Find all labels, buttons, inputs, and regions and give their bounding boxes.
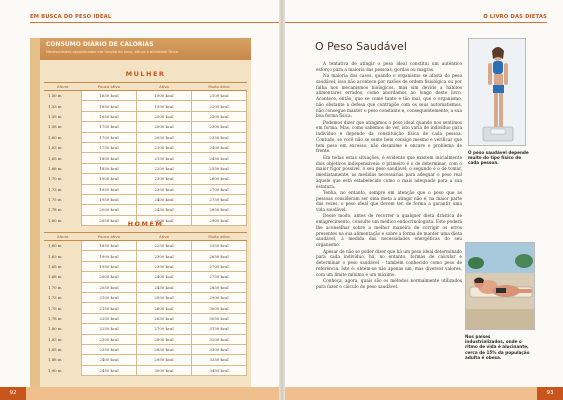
table-row — [44, 205, 247, 215]
calorie-cell: 2250 kcal — [137, 241, 192, 251]
height-cell: 1,65 m — [48, 155, 62, 161]
book-gutter — [279, 0, 285, 400]
height-cell: 1,63 m — [48, 253, 62, 259]
calorie-cell: 2100 kcal — [192, 91, 247, 101]
calorie-cell: 2450 kcal — [137, 205, 192, 215]
calorie-cell: 2850 kcal — [192, 205, 247, 215]
calorie-table-panel — [30, 38, 251, 388]
table-row — [44, 272, 247, 282]
table-row — [44, 324, 247, 334]
height-cell: 1,88 m — [48, 357, 62, 363]
height-cell: 1,70 m — [48, 176, 62, 182]
height-cell: 1,53 m — [48, 103, 62, 109]
height-cell: 1,68 m — [48, 165, 62, 171]
table-row — [44, 344, 247, 354]
height-cell: 1,73 m — [48, 186, 62, 192]
calorie-cell: 2750 kcal — [192, 194, 247, 204]
left-bottom-bar — [0, 387, 281, 400]
table-row — [44, 303, 247, 313]
table-row — [44, 261, 247, 271]
left-header-rule — [30, 22, 281, 23]
calorie-cell: 1950 kcal — [137, 101, 192, 111]
col-active: Ativo — [137, 83, 192, 91]
article-title: O Peso Saudável — [315, 40, 407, 53]
beach-photo — [465, 242, 535, 330]
table-row — [44, 91, 247, 101]
calorie-cell: 2050 kcal — [137, 132, 192, 142]
calorie-cell: 2400 kcal — [192, 142, 247, 152]
calorie-cell: 3000 kcal — [137, 365, 192, 375]
right-bottom-bar — [282, 387, 563, 400]
table-row — [44, 132, 247, 142]
calorie-cell: 1750 kcal — [82, 142, 137, 152]
calorie-cell: 2000 kcal — [82, 205, 137, 215]
height-cell: 1,60 m — [48, 243, 62, 249]
height-cell: 1,85 m — [48, 347, 62, 353]
calorie-cell: 2500 kcal — [137, 215, 192, 225]
calorie-cell: 2450 kcal — [192, 153, 247, 163]
men-table — [44, 232, 247, 376]
left-page — [0, 0, 281, 400]
calorie-cell: 2350 kcal — [137, 184, 192, 194]
height-cell: 1,90 m — [48, 367, 62, 373]
calorie-cell: 1850 kcal — [82, 241, 137, 251]
paragraph: Apesar de não se poder dizer que há um peso ideal determinado para cada indivíduo, há, no entanto, formas de calcular e determinar o peso saudável – também conhecido como peso de referência. Isto é: obtém-se não apenas um, mas diversos valores, com um limite mínimo e um máximo. — [316, 249, 462, 278]
calorie-cell: 2600 kcal — [192, 174, 247, 184]
calorie-cell: 2350 kcal — [137, 261, 192, 271]
calorie-cell: 2450 kcal — [137, 282, 192, 292]
calorie-cell: 2550 kcal — [137, 292, 192, 302]
table-row — [44, 111, 247, 121]
women-table-body — [44, 91, 247, 226]
men-section-label: HOMEM — [127, 220, 164, 228]
height-cell: 1,68 m — [48, 274, 62, 280]
height-cell: 1,78 m — [48, 207, 62, 213]
calorie-cell: 2400 kcal — [137, 194, 192, 204]
left-running-head: EM BUSCA DO PESO IDEAL — [30, 14, 112, 20]
calorie-cell: 2350 kcal — [82, 344, 137, 354]
calorie-cell: 2650 kcal — [192, 251, 247, 261]
calorie-cell: 2800 kcal — [137, 334, 192, 344]
right-page — [282, 0, 563, 400]
col-active: Ativo — [137, 233, 192, 241]
table-row — [44, 142, 247, 152]
calorie-cell: 3050 kcal — [192, 313, 247, 323]
calorie-cell: 2200 kcal — [137, 163, 192, 173]
top-photo-caption: O peso saudável depende muito do tipo físico de cada pessoa. — [468, 150, 529, 166]
paragraph: Tenha, no entanto, sempre em atenção que o peso que as pessoas consideram ser uma meta a atingir não é, na maior parte das vezes, o peso ideal que devem ter, de forma a garantir uma vida saudável. — [316, 190, 462, 214]
calorie-cell: 1650 kcal — [82, 91, 137, 101]
col-height: Altura — [44, 83, 82, 91]
calorie-cell: 1950 kcal — [82, 194, 137, 204]
calorie-cell: 1900 kcal — [137, 91, 192, 101]
calorie-cell: 2050 kcal — [82, 215, 137, 225]
height-cell: 1,58 m — [48, 124, 62, 130]
table-row — [44, 313, 247, 323]
paragraph: A tentativa de atingir o peso ideal constitui um autêntico esforço para a maioria das pessoas, gordas ou magras. — [316, 62, 462, 73]
paragraph: Podemos dizer que atingimos o peso ideal quando nos sentimos em forma. Mas, como sabemos de ver, isto varia de indivíduo para indivíduo e depende da constituição física de cada pessoa. Contudo, se você não se sente bem consigo mesmo e verificar que tem peso em excesso, não desanime e encare o problema de frente. — [316, 120, 462, 155]
calorie-cell: 2850 kcal — [192, 282, 247, 292]
men-header-row — [44, 233, 247, 241]
calorie-cell: 2000 kcal — [137, 122, 192, 132]
calorie-cell: 2350 kcal — [192, 132, 247, 142]
right-header-rule — [282, 22, 547, 23]
women-table — [44, 82, 247, 226]
height-cell: 1,55 m — [48, 113, 62, 119]
paragraph: Em todas estas situações, é evidente que existem inicialmente dois objetivos indispensáveis: o primeiro é o de determinar, com o maior rigor possível, o seu peso saudável; o segundo é o de tomar, imediatamente, as medidas necessárias para adequar o peso real àquele que está estabelecido como o mais adequado para a sua estatura. — [316, 155, 462, 190]
calorie-cell: 2700 kcal — [137, 324, 192, 334]
men-table-body — [44, 241, 247, 376]
height-cell: 1,75 m — [48, 305, 62, 311]
calorie-cell: 2200 kcal — [192, 101, 247, 111]
calorie-cell: 2100 kcal — [137, 142, 192, 152]
table-row — [44, 292, 247, 302]
table-row — [44, 122, 247, 132]
calorie-cell: 3450 kcal — [192, 365, 247, 375]
table-row — [44, 194, 247, 204]
calorie-cell: 1800 kcal — [82, 153, 137, 163]
women-header-row — [44, 83, 247, 91]
calorie-cell: 3350 kcal — [192, 355, 247, 365]
calorie-cell: 2750 kcal — [192, 272, 247, 282]
calorie-cell: 2300 kcal — [137, 251, 192, 261]
beach-illustration — [466, 243, 535, 330]
col-very-active: Muito ativo — [192, 83, 247, 91]
calorie-cell: 1650 kcal — [82, 111, 137, 121]
calorie-cell: 2400 kcal — [137, 272, 192, 282]
calorie-cell: 2700 kcal — [192, 261, 247, 271]
calorie-cell: 1700 kcal — [82, 132, 137, 142]
calorie-cell: 3300 kcal — [192, 344, 247, 354]
height-cell: 1,75 m — [48, 197, 62, 203]
table-row — [44, 241, 247, 251]
calorie-cell: 3150 kcal — [192, 324, 247, 334]
calorie-cell: 2400 kcal — [82, 355, 137, 365]
table-row — [44, 153, 247, 163]
height-cell: 1,73 m — [48, 295, 62, 301]
calorie-cell: 2200 kcal — [192, 111, 247, 121]
calorie-cell: 2250 kcal — [82, 324, 137, 334]
height-cell: 1,83 m — [48, 336, 62, 342]
paragraph: Na maioria dos casos, quando o organismo se afasta do peso saudável, isso não acontece por razões de ordem fisiológica ou por falha nos mecanismos biológicos, mas sim devido a hábitos alimentares errados, como abordamos ao longo deste livro. Acontece, então, que se come tanto e tão mal, que o organismo, não obstante a defesa que contrapõe com os seus automatismos, não consegue manter o peso constante e, consequentemente, a sua boa forma física. — [316, 74, 462, 120]
right-running-head: O LIVRO DAS DIETAS — [483, 14, 547, 20]
height-cell: 1,70 m — [48, 284, 62, 290]
calorie-cell: 2300 kcal — [137, 174, 192, 184]
women-section-label: MULHER — [125, 70, 166, 78]
article-body — [316, 62, 462, 291]
calorie-cell: 2600 kcal — [137, 303, 192, 313]
calorie-cell: 2900 kcal — [192, 292, 247, 302]
calorie-cell: 1950 kcal — [82, 184, 137, 194]
calorie-cell: 2150 kcal — [82, 303, 137, 313]
table-row — [44, 251, 247, 261]
calorie-cell: 2550 kcal — [192, 241, 247, 251]
calorie-cell: 2100 kcal — [82, 292, 137, 302]
col-height: Altura — [44, 233, 82, 241]
table-row — [44, 365, 247, 375]
table-row — [44, 174, 247, 184]
col-very-active: Muito ativo — [192, 233, 247, 241]
scale-woman-photo — [468, 38, 526, 146]
calorie-cell: 2450 kcal — [82, 365, 137, 375]
bottom-photo-caption: Nos países industrializados, onde o ritmo de vida é alucinante, cerca de 15% da população adulta é obesa. — [465, 334, 530, 360]
height-cell: 1,60 m — [48, 134, 62, 140]
calorie-cell: 2150 kcal — [137, 153, 192, 163]
col-low-activity: Pouco ativo — [82, 83, 137, 91]
table-subtitle: Necessidades aproximadas em função do sexo, altura e atividade física — [46, 50, 179, 54]
calorie-cell: 3200 kcal — [192, 334, 247, 344]
table-row — [44, 355, 247, 365]
calorie-cell: 3000 kcal — [192, 303, 247, 313]
calorie-cell: 1900 kcal — [82, 174, 137, 184]
calorie-cell: 1900 kcal — [82, 251, 137, 261]
table-row — [44, 334, 247, 344]
calorie-cell: 2550 kcal — [192, 163, 247, 173]
height-cell: 1,80 m — [48, 217, 62, 223]
table-row — [44, 282, 247, 292]
paragraph: Conheça, agora, quais são os métodos normalmente utilizados para fazer o cálculo do peso saudável. — [316, 278, 462, 290]
calorie-cell: 2950 kcal — [137, 355, 192, 365]
table-header-band — [40, 38, 251, 60]
calorie-cell: 1700 kcal — [82, 122, 137, 132]
paragraph: Desse modo, antes de recorrer a qualquer dieta drástica de emagrecimento, consulte um médico endocrinologista. Este poderá lhe aconselhar sobre a melhor maneira de corrigir os erros presentes na sua alimentação e sobre a forma de manter uma dieta saudável, à medida das necessidades energéticas do seu organismo. — [316, 214, 462, 249]
calorie-cell: 2000 kcal — [137, 111, 192, 121]
calorie-cell: 2300 kcal — [82, 334, 137, 344]
calorie-cell: 1950 kcal — [82, 261, 137, 271]
calorie-cell: 2900 kcal — [192, 215, 247, 225]
calorie-cell: 1650 kcal — [82, 101, 137, 111]
table-row — [44, 184, 247, 194]
calorie-cell: 2650 kcal — [137, 313, 192, 323]
right-page-number: 93 — [537, 387, 563, 400]
calorie-cell: 2200 kcal — [82, 313, 137, 323]
calorie-cell: 2050 kcal — [82, 282, 137, 292]
calorie-cell: 1850 kcal — [82, 163, 137, 173]
calorie-cell: 2850 kcal — [137, 344, 192, 354]
height-cell: 1,63 m — [48, 145, 62, 151]
table-row — [44, 163, 247, 173]
scale-woman-illustration — [469, 39, 526, 146]
table-row — [44, 101, 247, 111]
left-page-number: 92 — [0, 387, 26, 400]
height-cell: 1,78 m — [48, 315, 62, 321]
height-cell: 1,80 m — [48, 326, 62, 332]
table-title: CONSUMO DIÁRIO DE CALORIAS — [46, 41, 154, 48]
height-cell: 1,65 m — [48, 263, 62, 269]
calorie-cell: 2000 kcal — [82, 272, 137, 282]
calorie-cell: 2700 kcal — [192, 184, 247, 194]
height-cell: 1,50 m — [48, 93, 62, 99]
col-low-activity: Pouco ativo — [82, 233, 137, 241]
calorie-cell: 2300 kcal — [192, 122, 247, 132]
